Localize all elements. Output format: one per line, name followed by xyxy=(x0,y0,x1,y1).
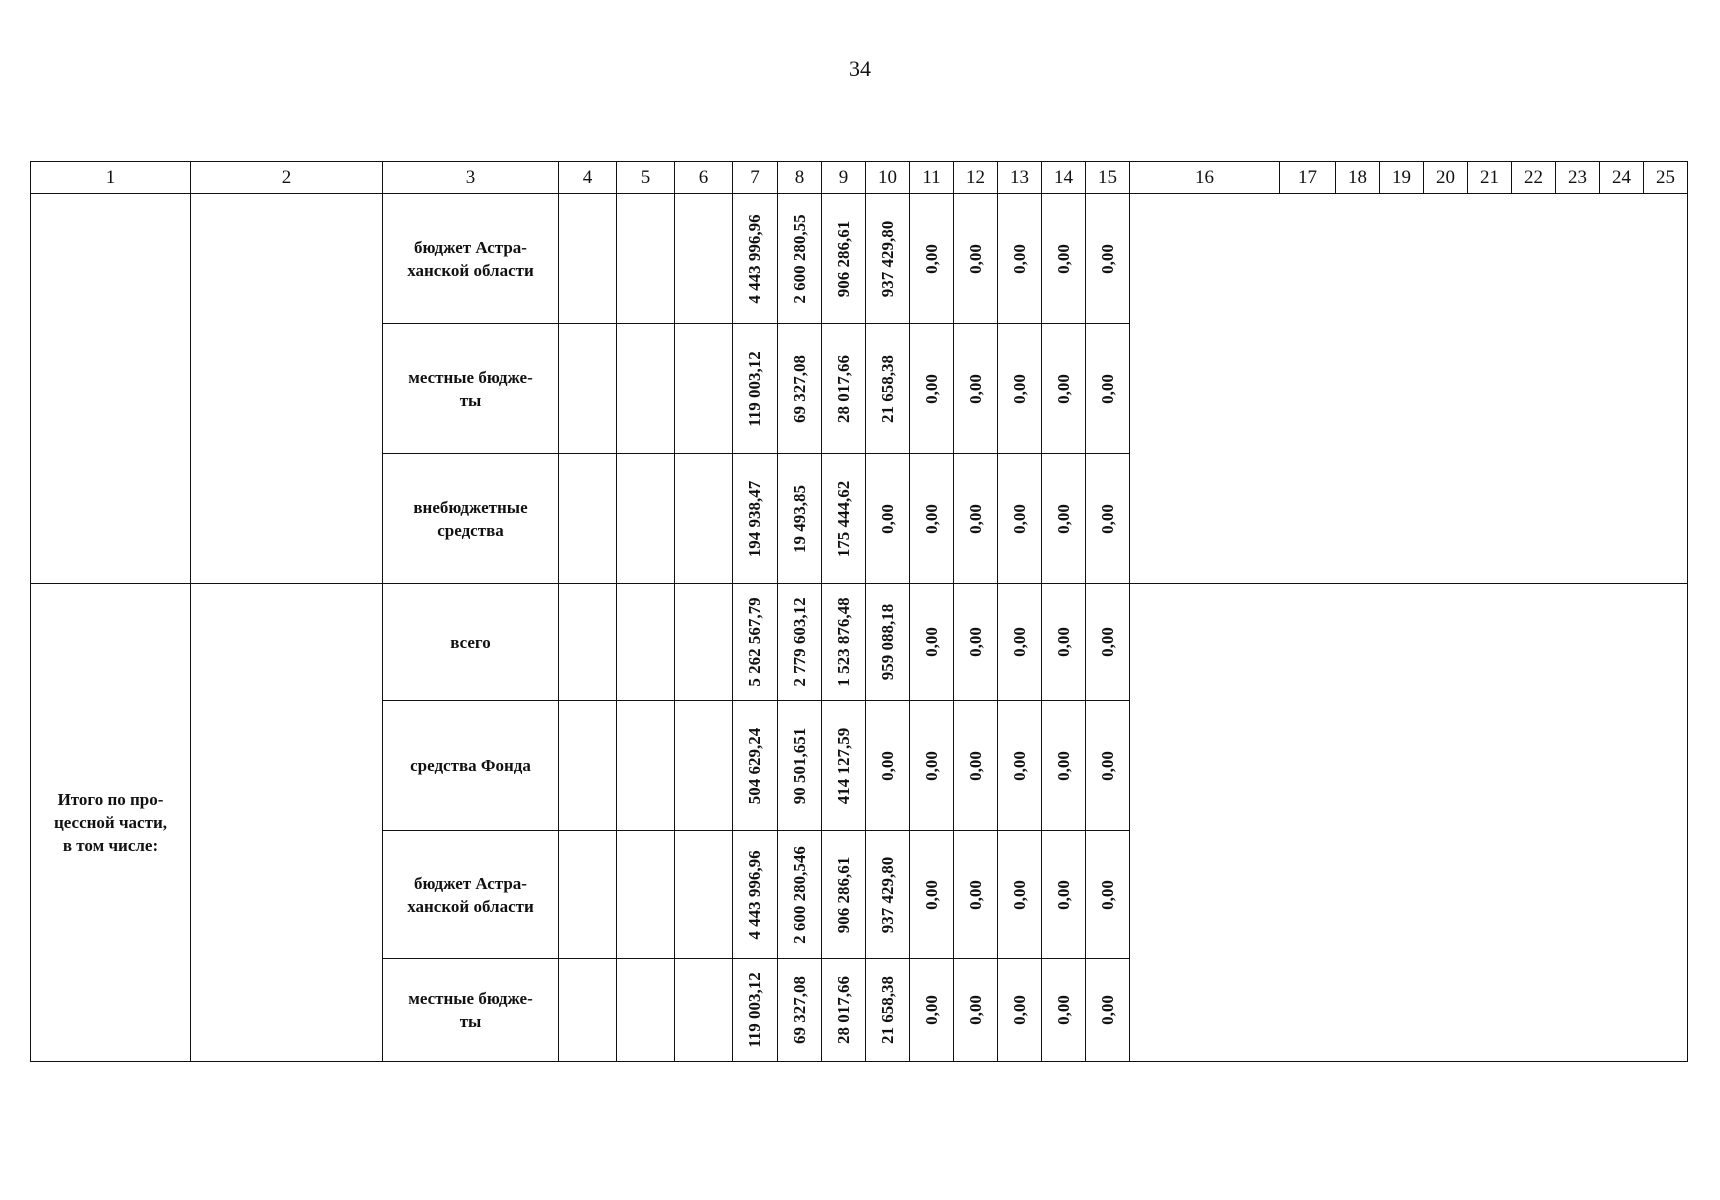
amount-value: 0,00 xyxy=(1053,243,1073,274)
amount-value: 937 429,80 xyxy=(877,220,897,297)
amount-cell xyxy=(954,194,998,324)
amount-cell xyxy=(1042,454,1086,584)
amount-value: 2 600 280,55 xyxy=(789,213,809,304)
amount-value: 0,00 xyxy=(877,750,897,781)
amount-value: 0,00 xyxy=(1009,503,1029,534)
empty-cell xyxy=(675,454,733,584)
amount-cell xyxy=(910,454,954,584)
amount-cell xyxy=(910,701,954,831)
amount-value: 2 779 603,12 xyxy=(789,597,809,687)
amount-value: 0,00 xyxy=(1009,995,1029,1025)
amount-cell xyxy=(954,959,998,1062)
amount-cell xyxy=(910,324,954,454)
column-header: 12 xyxy=(954,162,998,194)
column-header: 6 xyxy=(675,162,733,194)
funding-source-cell: бюджет Астра- ханской области xyxy=(383,831,559,959)
amount-cell xyxy=(822,194,866,324)
amount-cell xyxy=(910,959,954,1062)
amount-value: 69 327,08 xyxy=(789,354,809,423)
amount-cell xyxy=(822,584,866,701)
empty-cell xyxy=(617,831,675,959)
amount-cell xyxy=(954,701,998,831)
column-header: 20 xyxy=(1424,162,1468,194)
amount-cell xyxy=(778,324,822,454)
funding-source-cell: бюджет Астра- ханской области xyxy=(383,194,559,324)
amount-value: 21 658,38 xyxy=(877,976,897,1044)
amount-value: 0,00 xyxy=(1009,373,1029,404)
amount-cell xyxy=(1042,959,1086,1062)
amount-cell xyxy=(733,324,778,454)
amount-value: 0,00 xyxy=(1097,879,1117,910)
blank-right-area xyxy=(1130,194,1688,584)
column-header: 23 xyxy=(1556,162,1600,194)
amount-value: 0,00 xyxy=(1097,503,1117,534)
amount-cell xyxy=(954,324,998,454)
column-header: 2 xyxy=(191,162,383,194)
amount-value: 119 003,12 xyxy=(745,350,764,427)
amount-cell xyxy=(998,454,1042,584)
amount-value: 119 003,12 xyxy=(745,972,764,1048)
budget-table-wrapper xyxy=(30,161,1688,1062)
amount-value: 0,00 xyxy=(965,627,985,657)
empty-cell xyxy=(617,959,675,1062)
funding-source-cell: средства Фонда xyxy=(383,701,559,831)
amount-cell xyxy=(733,194,778,324)
amount-cell xyxy=(822,454,866,584)
amount-value: 0,00 xyxy=(921,879,941,910)
amount-value: 0,00 xyxy=(965,373,985,404)
amount-cell xyxy=(998,194,1042,324)
column-header: 22 xyxy=(1512,162,1556,194)
empty-cell xyxy=(559,454,617,584)
empty-cell xyxy=(617,454,675,584)
amount-cell xyxy=(778,701,822,831)
column-header: 8 xyxy=(778,162,822,194)
amount-cell xyxy=(1086,584,1130,701)
amount-value: 0,00 xyxy=(1053,503,1073,534)
empty-cell xyxy=(675,959,733,1062)
empty-cell xyxy=(559,959,617,1062)
amount-value: 906 286,61 xyxy=(833,856,853,933)
funding-source-cell: всего xyxy=(383,584,559,701)
amount-cell xyxy=(866,959,910,1062)
amount-value: 504 629,24 xyxy=(745,727,764,804)
amount-value: 19 493,85 xyxy=(789,484,809,553)
amount-value: 0,00 xyxy=(965,750,985,781)
amount-value: 0,00 xyxy=(965,879,985,910)
amount-value: 0,00 xyxy=(877,503,897,534)
empty-cell xyxy=(675,831,733,959)
amount-cell xyxy=(1042,584,1086,701)
amount-cell xyxy=(822,959,866,1062)
page-number: 34 xyxy=(849,56,871,81)
column-header: 4 xyxy=(559,162,617,194)
table-row xyxy=(31,584,1688,701)
amount-value: 1 523 876,48 xyxy=(833,597,853,687)
amount-cell xyxy=(1086,454,1130,584)
amount-cell xyxy=(822,324,866,454)
column-header: 21 xyxy=(1468,162,1512,194)
budget-table xyxy=(30,161,1688,1062)
amount-cell xyxy=(866,324,910,454)
amount-cell xyxy=(910,584,954,701)
amount-value: 90 501,651 xyxy=(789,727,809,804)
column-header: 25 xyxy=(1644,162,1688,194)
amount-cell xyxy=(910,194,954,324)
amount-value: 175 444,62 xyxy=(833,480,853,557)
amount-value: 21 658,38 xyxy=(877,354,897,423)
amount-value: 4 443 996,96 xyxy=(745,849,764,940)
amount-cell xyxy=(1086,959,1130,1062)
amount-value: 0,00 xyxy=(1009,243,1029,274)
empty-cell xyxy=(559,831,617,959)
funding-source-cell: местные бюдже- ты xyxy=(383,324,559,454)
empty-cell xyxy=(617,701,675,831)
amount-cell xyxy=(733,584,778,701)
amount-cell xyxy=(1086,194,1130,324)
amount-cell xyxy=(822,701,866,831)
amount-value: 0,00 xyxy=(965,503,985,534)
amount-cell xyxy=(733,959,778,1062)
amount-value: 0,00 xyxy=(921,750,941,781)
column-header: 15 xyxy=(1086,162,1130,194)
amount-cell xyxy=(954,584,998,701)
column-header: 7 xyxy=(733,162,778,194)
amount-cell xyxy=(1086,831,1130,959)
amount-cell xyxy=(1042,194,1086,324)
amount-value: 0,00 xyxy=(921,503,941,534)
header-row xyxy=(31,162,1688,194)
funding-source-cell: внебюджетные средства xyxy=(383,454,559,584)
empty-cell xyxy=(675,701,733,831)
amount-cell xyxy=(778,584,822,701)
amount-value: 28 017,66 xyxy=(833,354,853,423)
amount-cell xyxy=(778,454,822,584)
column-header: 14 xyxy=(1042,162,1086,194)
amount-value: 69 327,08 xyxy=(789,976,809,1044)
column-header: 9 xyxy=(822,162,866,194)
amount-value: 0,00 xyxy=(965,243,985,274)
amount-value: 959 088,18 xyxy=(877,603,897,681)
empty-cell xyxy=(675,324,733,454)
empty-cell xyxy=(191,584,383,1062)
column-header: 16 xyxy=(1130,162,1280,194)
empty-cell xyxy=(559,324,617,454)
amount-value: 937 429,80 xyxy=(877,856,897,933)
column-header: 19 xyxy=(1380,162,1424,194)
amount-value: 0,00 xyxy=(1053,627,1073,657)
amount-cell xyxy=(866,701,910,831)
amount-value: 0,00 xyxy=(1053,373,1073,404)
amount-value: 0,00 xyxy=(1053,995,1073,1025)
table-row xyxy=(31,194,1688,324)
empty-cell xyxy=(675,194,733,324)
amount-value: 0,00 xyxy=(1009,879,1029,910)
amount-cell xyxy=(910,831,954,959)
column-header: 5 xyxy=(617,162,675,194)
amount-cell xyxy=(998,831,1042,959)
amount-cell xyxy=(733,454,778,584)
amount-value: 0,00 xyxy=(1053,750,1073,781)
amount-cell xyxy=(998,584,1042,701)
amount-value: 0,00 xyxy=(1097,995,1117,1025)
amount-value: 0,00 xyxy=(1097,627,1117,657)
amount-cell xyxy=(1086,324,1130,454)
amount-value: 0,00 xyxy=(1097,243,1117,274)
empty-cell xyxy=(675,584,733,701)
amount-value: 194 938,47 xyxy=(745,480,764,557)
amount-value: 0,00 xyxy=(1097,373,1117,404)
amount-cell xyxy=(1086,701,1130,831)
amount-cell xyxy=(866,584,910,701)
empty-cell xyxy=(617,324,675,454)
amount-value: 906 286,61 xyxy=(833,220,853,297)
amount-cell xyxy=(822,831,866,959)
empty-cell xyxy=(559,194,617,324)
amount-cell xyxy=(778,831,822,959)
empty-cell xyxy=(191,194,383,584)
group-label-cell xyxy=(31,194,191,584)
empty-cell xyxy=(617,584,675,701)
column-header: 11 xyxy=(910,162,954,194)
amount-cell xyxy=(1042,324,1086,454)
empty-cell xyxy=(559,584,617,701)
amount-value: 414 127,59 xyxy=(833,727,853,804)
amount-value: 0,00 xyxy=(1053,879,1073,910)
amount-value: 0,00 xyxy=(921,373,941,404)
amount-value: 2 600 280,546 xyxy=(789,845,809,944)
amount-value: 0,00 xyxy=(921,995,941,1025)
amount-value: 5 262 567,79 xyxy=(745,597,764,687)
empty-cell xyxy=(559,701,617,831)
amount-value: 0,00 xyxy=(921,243,941,274)
amount-cell xyxy=(954,454,998,584)
amount-value: 0,00 xyxy=(1009,627,1029,657)
column-header: 3 xyxy=(383,162,559,194)
amount-cell xyxy=(866,194,910,324)
amount-cell xyxy=(1042,701,1086,831)
blank-right-area xyxy=(1130,584,1688,1062)
amount-cell xyxy=(778,194,822,324)
amount-cell xyxy=(733,701,778,831)
amount-cell xyxy=(733,831,778,959)
column-header: 1 xyxy=(31,162,191,194)
amount-value: 0,00 xyxy=(1097,750,1117,781)
amount-value: 28 017,66 xyxy=(833,976,853,1044)
column-header: 24 xyxy=(1600,162,1644,194)
amount-cell xyxy=(866,831,910,959)
amount-value: 0,00 xyxy=(965,995,985,1025)
column-header: 13 xyxy=(998,162,1042,194)
column-header: 17 xyxy=(1280,162,1336,194)
empty-cell xyxy=(617,194,675,324)
column-header: 18 xyxy=(1336,162,1380,194)
amount-cell xyxy=(998,959,1042,1062)
amount-value: 4 443 996,96 xyxy=(745,213,764,304)
funding-source-cell: местные бюдже- ты xyxy=(383,959,559,1062)
amount-value: 0,00 xyxy=(921,627,941,657)
group-label-cell: Итого по про- цессной части, в том числе: xyxy=(31,584,191,1062)
amount-cell xyxy=(1042,831,1086,959)
amount-cell xyxy=(998,701,1042,831)
amount-value: 0,00 xyxy=(1009,750,1029,781)
column-header: 10 xyxy=(866,162,910,194)
amount-cell xyxy=(866,454,910,584)
amount-cell xyxy=(954,831,998,959)
amount-cell xyxy=(998,324,1042,454)
amount-cell xyxy=(778,959,822,1062)
